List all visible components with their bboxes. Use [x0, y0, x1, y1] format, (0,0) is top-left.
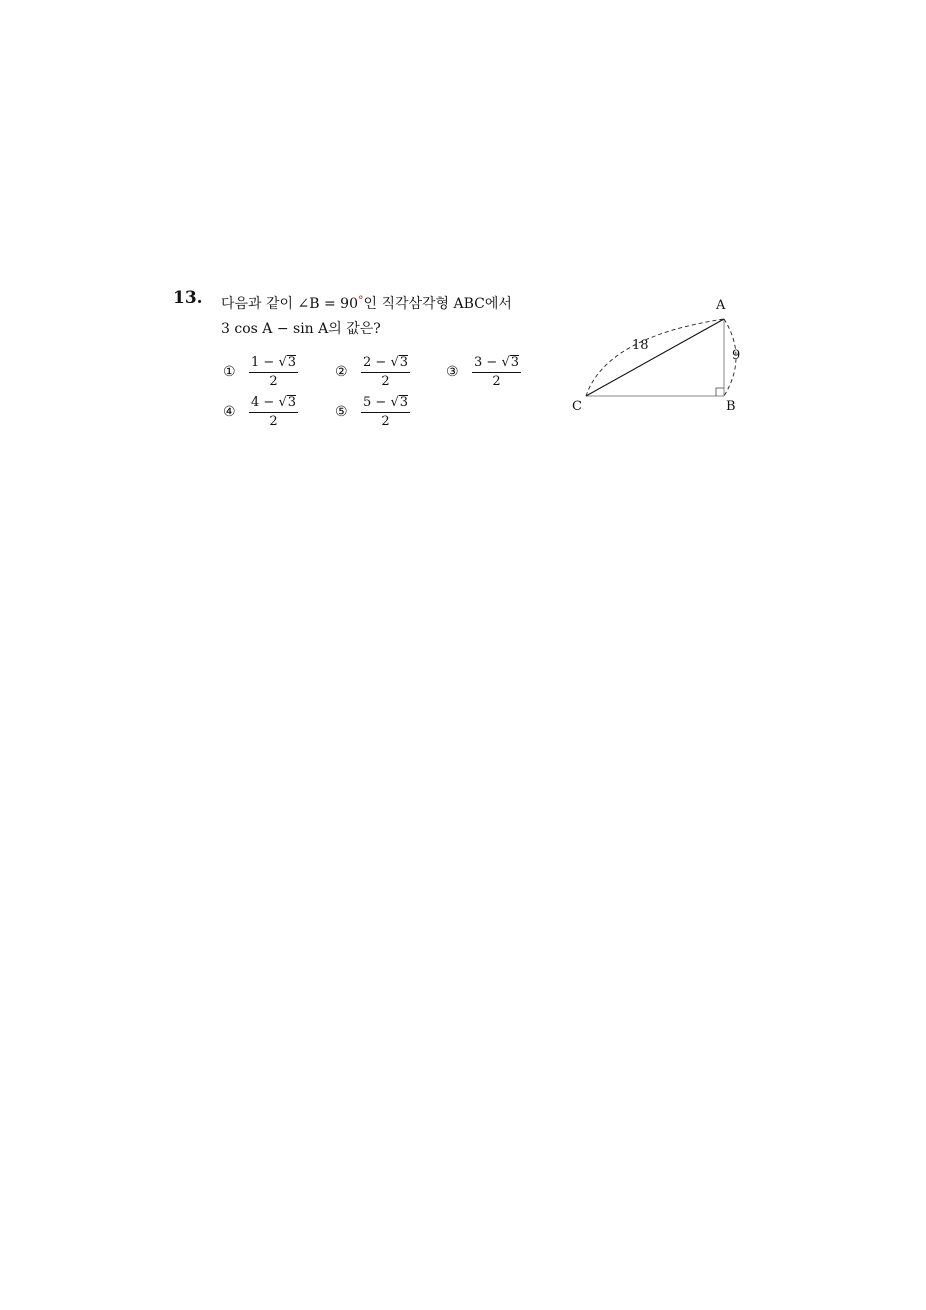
triangle-diagram [566, 292, 756, 422]
triangle-figure [566, 292, 756, 422]
fraction-denominator: 2 [269, 373, 278, 389]
stem-text-1b: 인 직각삼각형 ABC에서 [363, 296, 512, 312]
choice-fraction [361, 355, 410, 390]
fraction-numerator: 2 − √3 [361, 355, 410, 373]
numerator-prefix: 2 − [363, 354, 391, 370]
fraction-numerator: 5 − √3 [361, 395, 410, 413]
fraction-numerator: 3 − √3 [472, 355, 521, 373]
radicand: 3 [287, 394, 297, 410]
fraction-denominator: 2 [381, 413, 390, 429]
hypotenuse-ca [586, 319, 724, 396]
fraction-denominator: 2 [492, 373, 501, 389]
stem-line-2: 3 cos A − sin A의 값은? [221, 321, 381, 337]
radicand: 3 [287, 354, 297, 370]
vertex-a-label: A [716, 298, 726, 313]
numerator-prefix: 1 − [251, 354, 279, 370]
question-stem [221, 287, 512, 343]
numerator-prefix: 5 − [363, 394, 391, 410]
side-ab-length-label: 9 [732, 348, 741, 363]
fraction-denominator: 2 [381, 373, 390, 389]
choice-fraction [249, 355, 298, 390]
choice-mark: ③ [446, 364, 459, 380]
choice-4[interactable] [223, 393, 298, 431]
choice-mark: ④ [223, 404, 236, 420]
radicand: 3 [399, 394, 409, 410]
fraction-numerator: 1 − √3 [249, 355, 298, 373]
numerator-prefix: 3 − [474, 354, 502, 370]
question-number: 13. [173, 288, 203, 308]
choice-3[interactable] [446, 353, 521, 391]
radicand: 3 [399, 354, 409, 370]
numerator-prefix: 4 − [251, 394, 279, 410]
stem-text-1a: 다음과 같이 ∠B = 90 [221, 296, 358, 312]
fraction-denominator: 2 [269, 413, 278, 429]
choice-1[interactable] [223, 353, 298, 391]
right-angle-mark [716, 388, 724, 396]
radicand: 3 [510, 354, 520, 370]
choice-fraction [249, 395, 298, 430]
choice-mark: ⑤ [335, 404, 348, 420]
choice-mark: ① [223, 364, 236, 380]
choice-fraction [361, 395, 410, 430]
hypotenuse-length-label: 18 [632, 338, 649, 353]
fraction-numerator: 4 − √3 [249, 395, 298, 413]
choice-fraction [472, 355, 521, 390]
stem-line-1 [221, 287, 512, 315]
choice-2[interactable] [335, 353, 410, 391]
answer-choices [223, 353, 553, 435]
degree-sign: ° [357, 294, 364, 307]
choice-mark: ② [335, 364, 348, 380]
vertex-c-label: C [572, 399, 582, 414]
choice-5[interactable] [335, 393, 410, 431]
vertex-b-label: B [726, 399, 736, 414]
